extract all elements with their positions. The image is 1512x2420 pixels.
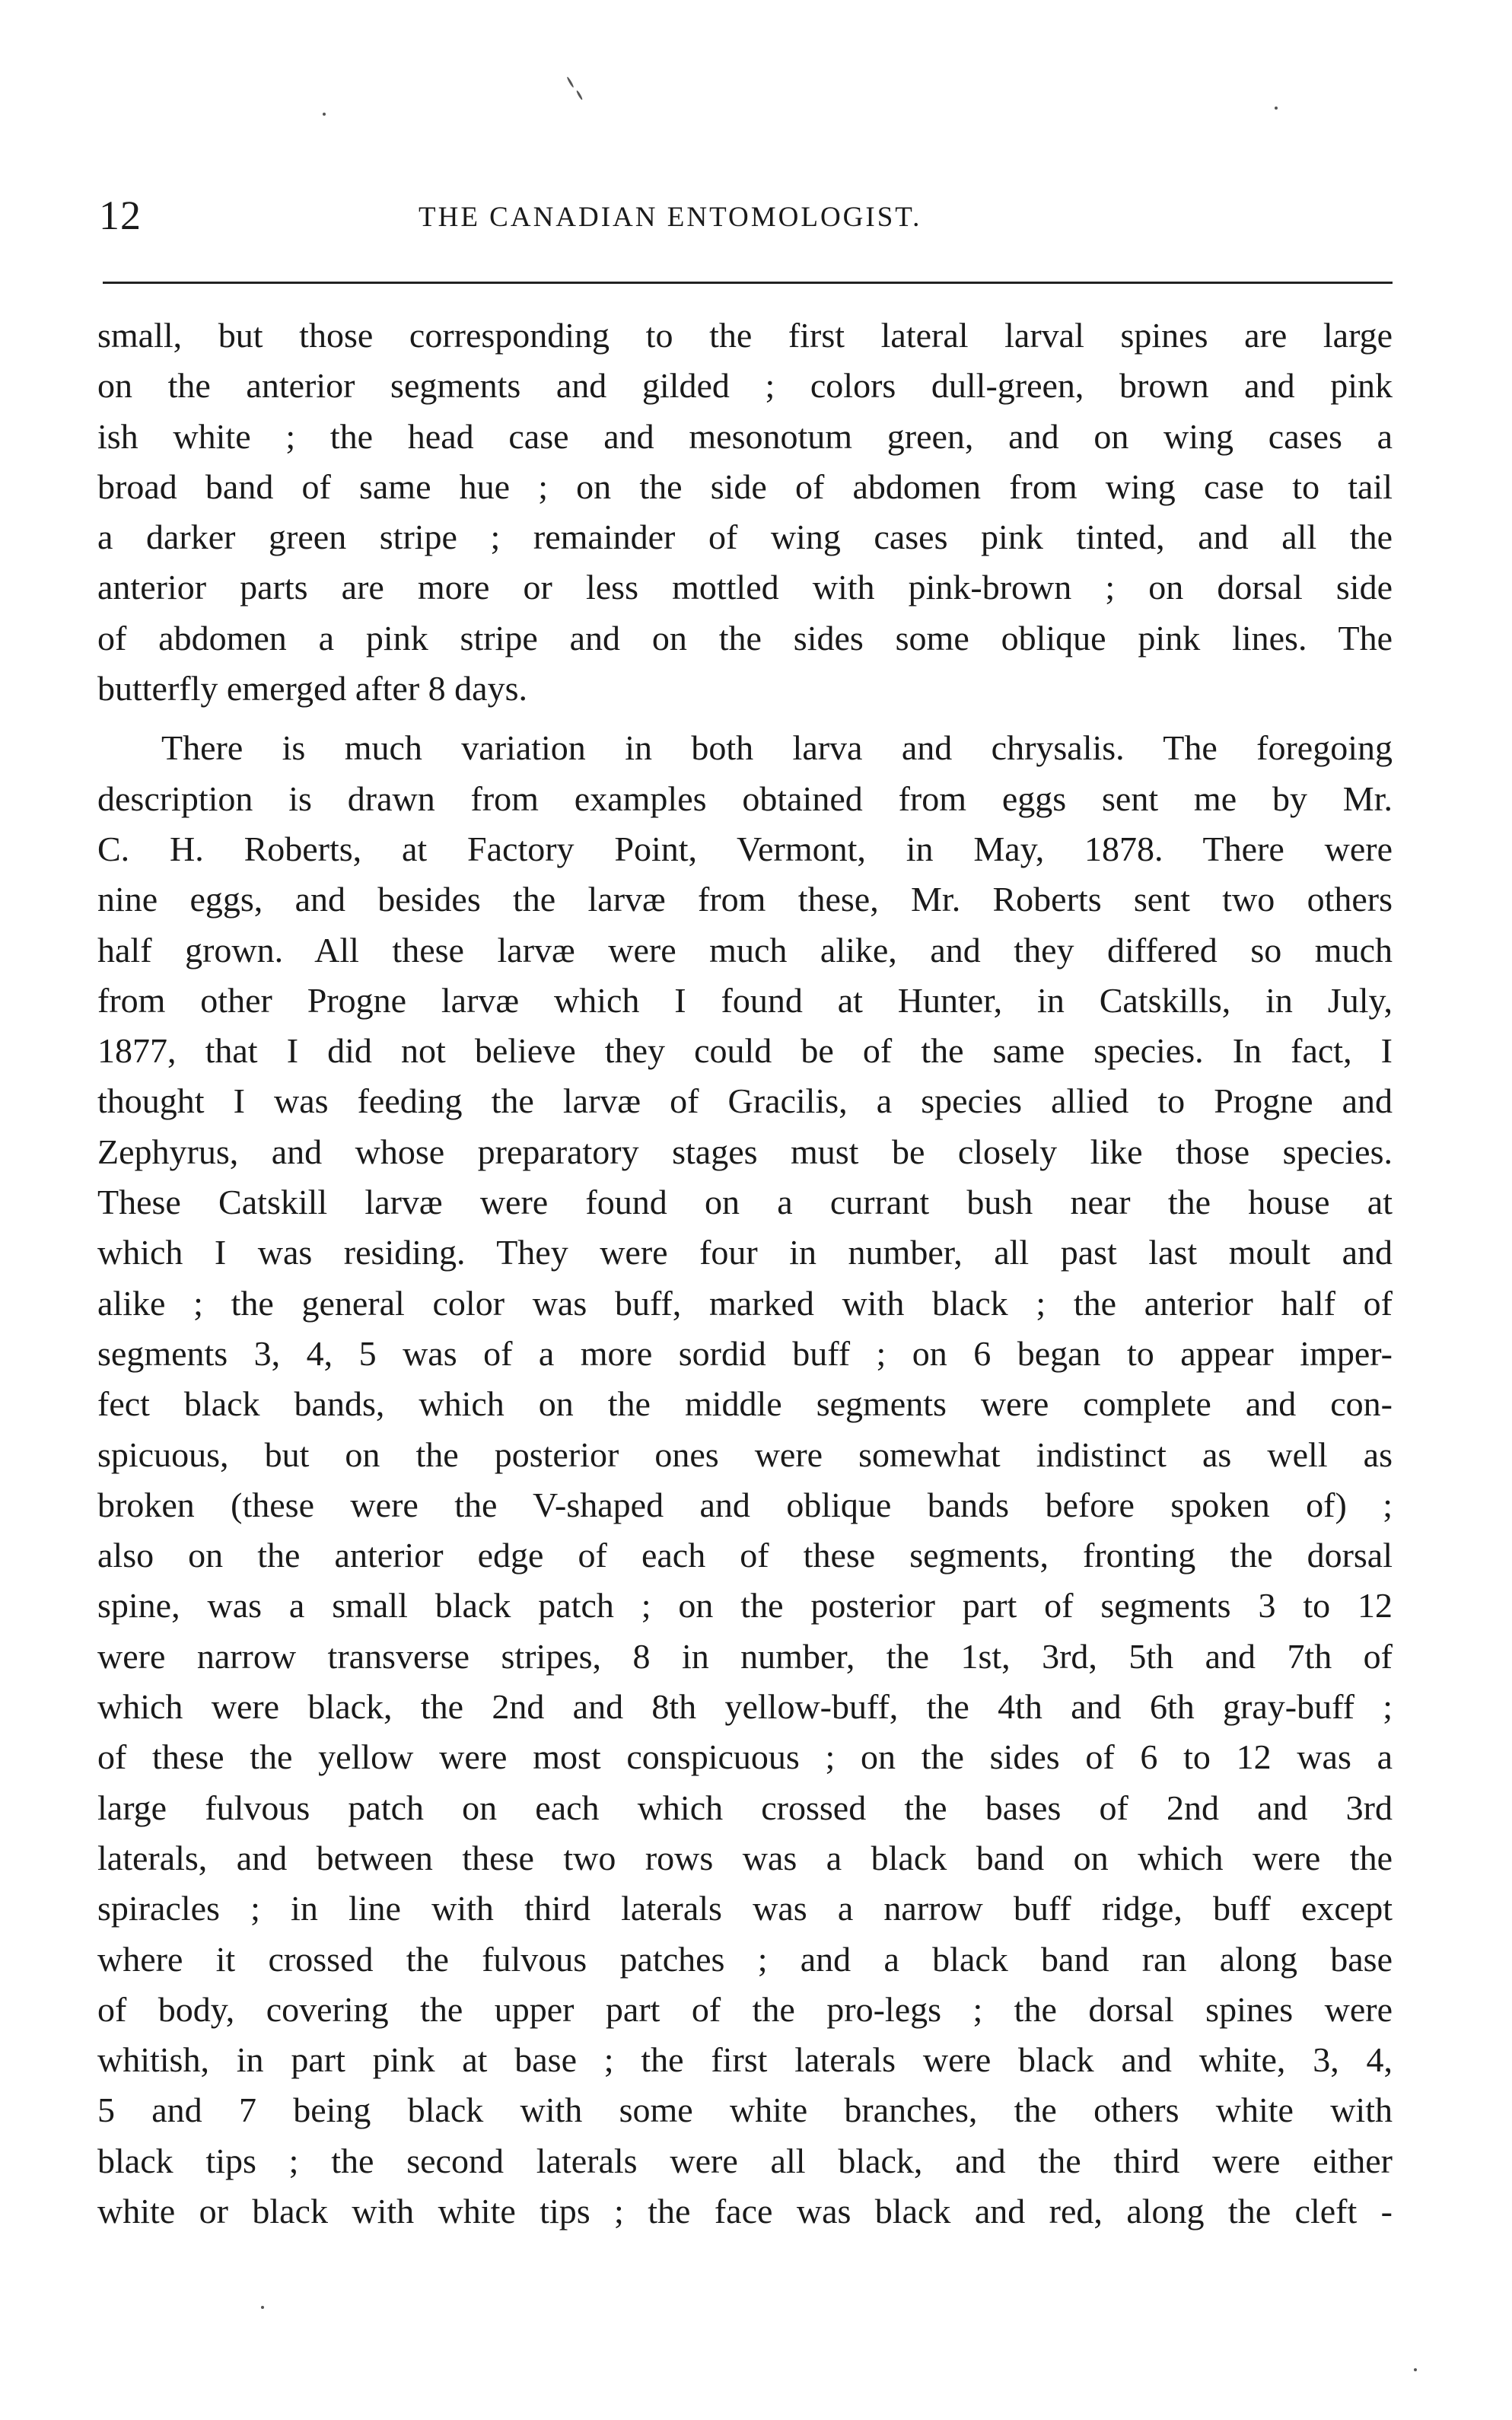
- page-number: 12: [99, 193, 142, 238]
- header-rule: [103, 282, 1393, 284]
- text-line: description is drawn from examples obtained from eggs sent me by Mr.: [97, 779, 1393, 818]
- text-line: These Catskill larvæ were found on a currant bush near the house at: [97, 1183, 1393, 1222]
- text-line: broad band of same hue ; on the side of abdomen from wing case to tail: [97, 466, 1393, 506]
- text-line: segments 3, 4, 5 was of a more sordid buff ; on 6 began to appear imper-: [97, 1333, 1393, 1373]
- text-line: of body, covering the upper part of the pro-legs ; the dorsal spines were: [97, 1989, 1393, 2029]
- text-line: spicuous, but on the posterior ones were somewhat indistinct as well as: [97, 1434, 1393, 1474]
- paragraph-1: [97, 310, 1393, 714]
- scan-speck: [576, 90, 584, 100]
- text-line: small, but those corresponding to the first lateral larval spines are large: [97, 316, 1393, 355]
- text-line: spiracles ; in line with third laterals was a narrow buff ridge, buff except: [97, 1889, 1393, 1928]
- text-line: were narrow transverse stripes, 8 in number, the 1st, 3rd, 5th and 7th of: [97, 1636, 1393, 1676]
- text-line: where it crossed the fulvous patches ; and a black band ran along base: [97, 1939, 1393, 1979]
- text-line: on the anterior segments and gilded ; colors dull-green, brown and pink: [97, 366, 1393, 406]
- scan-speck: [566, 76, 575, 88]
- text-line: also on the anterior edge of each of these segments, fronting the dorsal: [97, 1536, 1393, 1575]
- text-line: C. H. Roberts, at Factory Point, Vermont, in May, 1878. There were: [97, 829, 1393, 868]
- text-line: large fulvous patch on each which crossed the bases of 2nd and 3rd: [97, 1788, 1393, 1827]
- text-line: There is much variation in both larva and chrysalis. The foregoing: [161, 728, 1393, 768]
- journal-title: THE CANADIAN ENTOMOLOGIST.: [419, 202, 922, 233]
- text-line: of these the yellow were most conspicuous ; on the sides of 6 to 12 was a: [97, 1737, 1393, 1777]
- text-line: broken (these were the V-shaped and oblique bands before spoken of) ;: [97, 1485, 1393, 1524]
- text-line: which were black, the 2nd and 8th yellow-buff, the 4th and 6th gray-buff ;: [97, 1687, 1393, 1727]
- text-line: from other Progne larvæ which I found at Hunter, in Catskills, in July,: [97, 980, 1393, 1020]
- scan-speck: [1275, 107, 1278, 110]
- scan-speck: [261, 2306, 264, 2309]
- text-line: a darker green stripe ; remainder of wing cases pink tinted, and all the: [97, 517, 1393, 557]
- text-line: 5 and 7 being black with some white branches, the others white with: [97, 2090, 1393, 2130]
- text-line: butterfly emerged after 8 days.: [97, 669, 527, 708]
- text-line: anterior parts are more or less mottled with pink-brown ; on dorsal side: [97, 568, 1393, 607]
- text-line: fect black bands, which on the middle segments were complete and con-: [97, 1384, 1393, 1424]
- text-line: ish white ; the head case and mesonotum green, and on wing cases a: [97, 416, 1393, 456]
- text-line: of abdomen a pink stripe and on the sides some oblique pink lines. The: [97, 618, 1393, 658]
- text-line: thought I was feeding the larvæ of Gracilis, a species allied to Progne and: [97, 1081, 1393, 1121]
- running-header: [99, 189, 1393, 242]
- text-line: white or black with white tips ; the face was black and red, along the cleft -: [97, 2191, 1393, 2231]
- scan-speck: [1414, 2368, 1417, 2371]
- text-line: 1877, that I did not believe they could be of the same species. In fact, I: [97, 1031, 1393, 1071]
- body-text: [97, 310, 1393, 2237]
- text-line: half grown. All these larvæ were much alike, and they differed so much: [97, 930, 1393, 970]
- text-line: alike ; the general color was buff, marked with black ; the anterior half of: [97, 1283, 1393, 1323]
- paragraph-2: [97, 723, 1393, 2237]
- text-line: which I was residing. They were four in number, all past last moult and: [97, 1233, 1393, 1272]
- text-line: laterals, and between these two rows was a black band on which were the: [97, 1838, 1393, 1877]
- text-line: black tips ; the second laterals were all black, and the third were either: [97, 2141, 1393, 2180]
- text-line: whitish, in part pink at base ; the first laterals were black and white, 3, 4,: [97, 2040, 1393, 2080]
- scan-speck: [323, 113, 326, 116]
- text-line: spine, was a small black patch ; on the posterior part of segments 3 to 12: [97, 1586, 1393, 1626]
- text-line: nine eggs, and besides the larvæ from these, Mr. Roberts sent two others: [97, 880, 1393, 919]
- text-line: Zephyrus, and whose preparatory stages must be closely like those species.: [97, 1132, 1393, 1171]
